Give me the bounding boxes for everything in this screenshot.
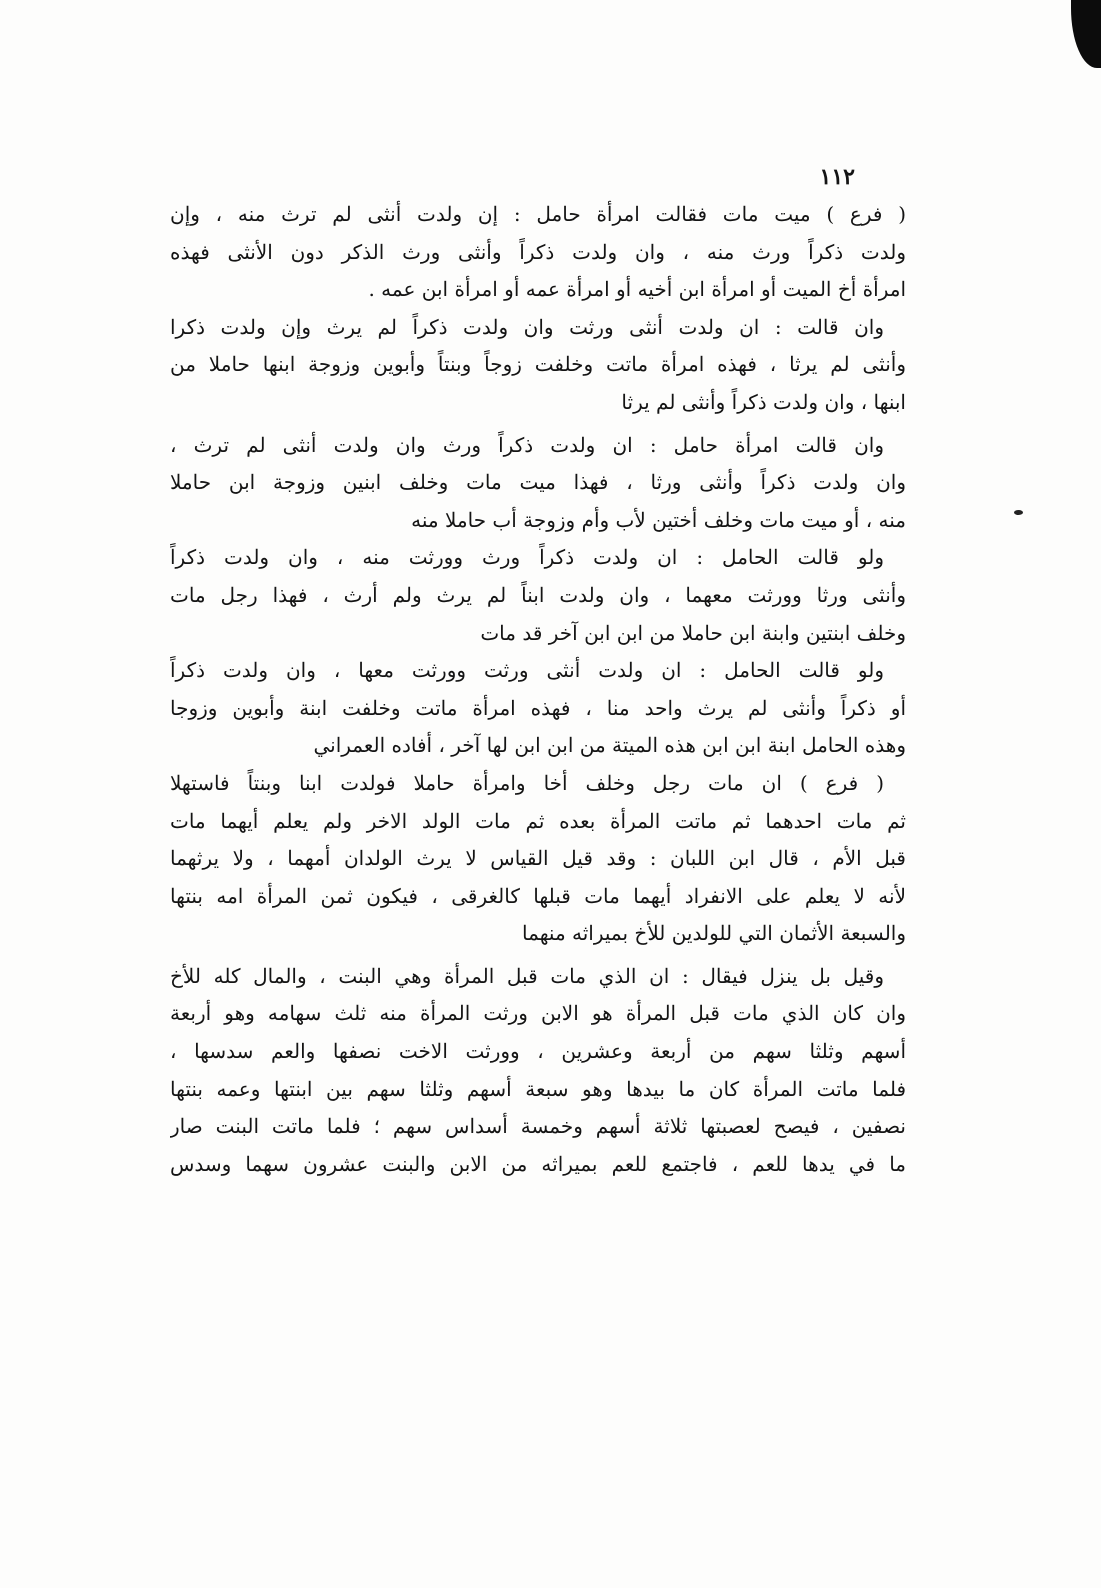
text-line: أسهم وثلثا سهم من أربعة وعشرين ، وورثت الاخت نصفها والعم سدسها ،	[170, 1039, 906, 1064]
paragraph	[170, 765, 906, 953]
paragraph	[170, 652, 906, 765]
paragraph	[170, 196, 906, 309]
corner-ink-blot	[1071, 0, 1101, 68]
text-line: ( فرع ) ميت مات فقالت امرأة حامل : إن ولدت أنثى لم ترث منه ، وإن	[170, 202, 906, 226]
text-line: امرأة أخ الميت أو امرأة ابن أخيه أو امرأة عمه أو امرأة ابن عمه .	[368, 277, 906, 302]
text-line: وهذه الحامل ابنة ابن ابن هذه الميتة من ابن ابن لها آخر ، أفاده العمراني	[313, 733, 906, 758]
text-line: وأنثى ورثا وورثت معهما ، وان ولدت ابناً لم يرث ولم أرث ، فهذا رجل مات	[170, 582, 906, 607]
text-line: منه ، أو ميت مات وخلف أختين لأب وأم وزوجة أب حاملا منه	[411, 507, 906, 532]
text-line: ولدت ذكراً ورث منه ، وان ولدت ذكراً وأنثى ورث الذكر دون الأنثى فهذه	[170, 239, 906, 264]
paragraph	[170, 309, 906, 422]
text-line: وان قالت : ان ولدت أنثى ورثت وان ولدت ذكراً لم يرث وإن ولدت ذكرا	[170, 314, 884, 339]
text-line: وأنثى لم يرثا ، فهذه امرأة ماتت وخلفت زوجاً وبنتاً وأبوين وزوجة ابنها حاملا من	[170, 352, 906, 377]
body-text	[170, 196, 906, 1183]
text-line: نصفين ، فيصح لعصبتها ثلاثة أسهم وخمسة أسداس سهم ؛ فلما ماتت البنت صار	[170, 1114, 906, 1139]
page-number: ١١٢	[819, 164, 855, 190]
ink-speck	[1014, 510, 1023, 515]
text-line: ولو قالت الحامل : ان ولدت ذكراً ورث وورثت منه ، وان ولدت ذكراً	[170, 545, 884, 570]
text-line: وان ولدت ذكراً وأنثى ورثا ، فهذا ميت مات وخلف ابنين وزوجة ابن حاملا	[170, 470, 906, 495]
paragraph	[170, 958, 906, 1184]
text-line: ابنها ، وان ولدت ذكراً وأنثى لم يرثا	[621, 389, 906, 414]
paragraph	[170, 427, 906, 540]
text-line: وان كان الذي مات قبل المرأة هو الابن ورثت المرأة منه ثلث سهامه وهو أربعة	[170, 1001, 906, 1026]
text-line: والسبعة الأثمان التي للولدين للأخ بميراثه منهما	[522, 921, 906, 946]
text-line: وان قالت امرأة حامل : ان ولدت ذكراً ورث وان ولدت أنثى لم ترث ،	[170, 432, 884, 457]
text-line: ولو قالت الحامل : ان ولدت أنثى ورثت وورثت معها ، وان ولدت ذكراً	[170, 658, 884, 683]
text-line: وقيل بل ينزل فيقال : ان الذي مات قبل المرأة وهي البنت ، والمال كله للأخ	[170, 963, 884, 988]
text-line: قبل الأم ، قال ابن اللبان : وقد قيل القياس لا يرث الولدان أمهما ، ولا يرثهما	[170, 846, 906, 871]
text-line: ( فرع ) ان مات رجل وخلف أخا وامرأة حاملا فولدت ابنا وبنتاً فاستهلا	[170, 770, 884, 795]
text-line: ما في يدها للعم ، فاجتمع للعم بميراثه من الابن والبنت عشرون سهما وسدس	[170, 1151, 906, 1176]
text-line: وخلف ابنتين وابنة ابن حاملا من ابن ابن آخر قد مات	[480, 620, 906, 645]
paragraph	[170, 539, 906, 652]
text-line: أو ذكراً وأنثى لم يرث واحد منا ، فهذه امرأة ماتت وخلفت ابنة وأبوين وزوجا	[170, 695, 906, 720]
text-line: لأنه لا يعلم على الانفراد أيهما مات قبلها كالغرقى ، فيكون ثمن المرأة امه بنتها	[170, 883, 906, 908]
text-line: فلما ماتت المرأة كان ما بيدها وهو سبعة أسهم وثلثا سهم بين ابنتها وعمه بنتها	[170, 1076, 906, 1101]
text-line: ثم مات احدهما ثم ماتت المرأة بعده ثم مات الولد الاخر ولم يعلم أيهما مات	[170, 808, 906, 833]
